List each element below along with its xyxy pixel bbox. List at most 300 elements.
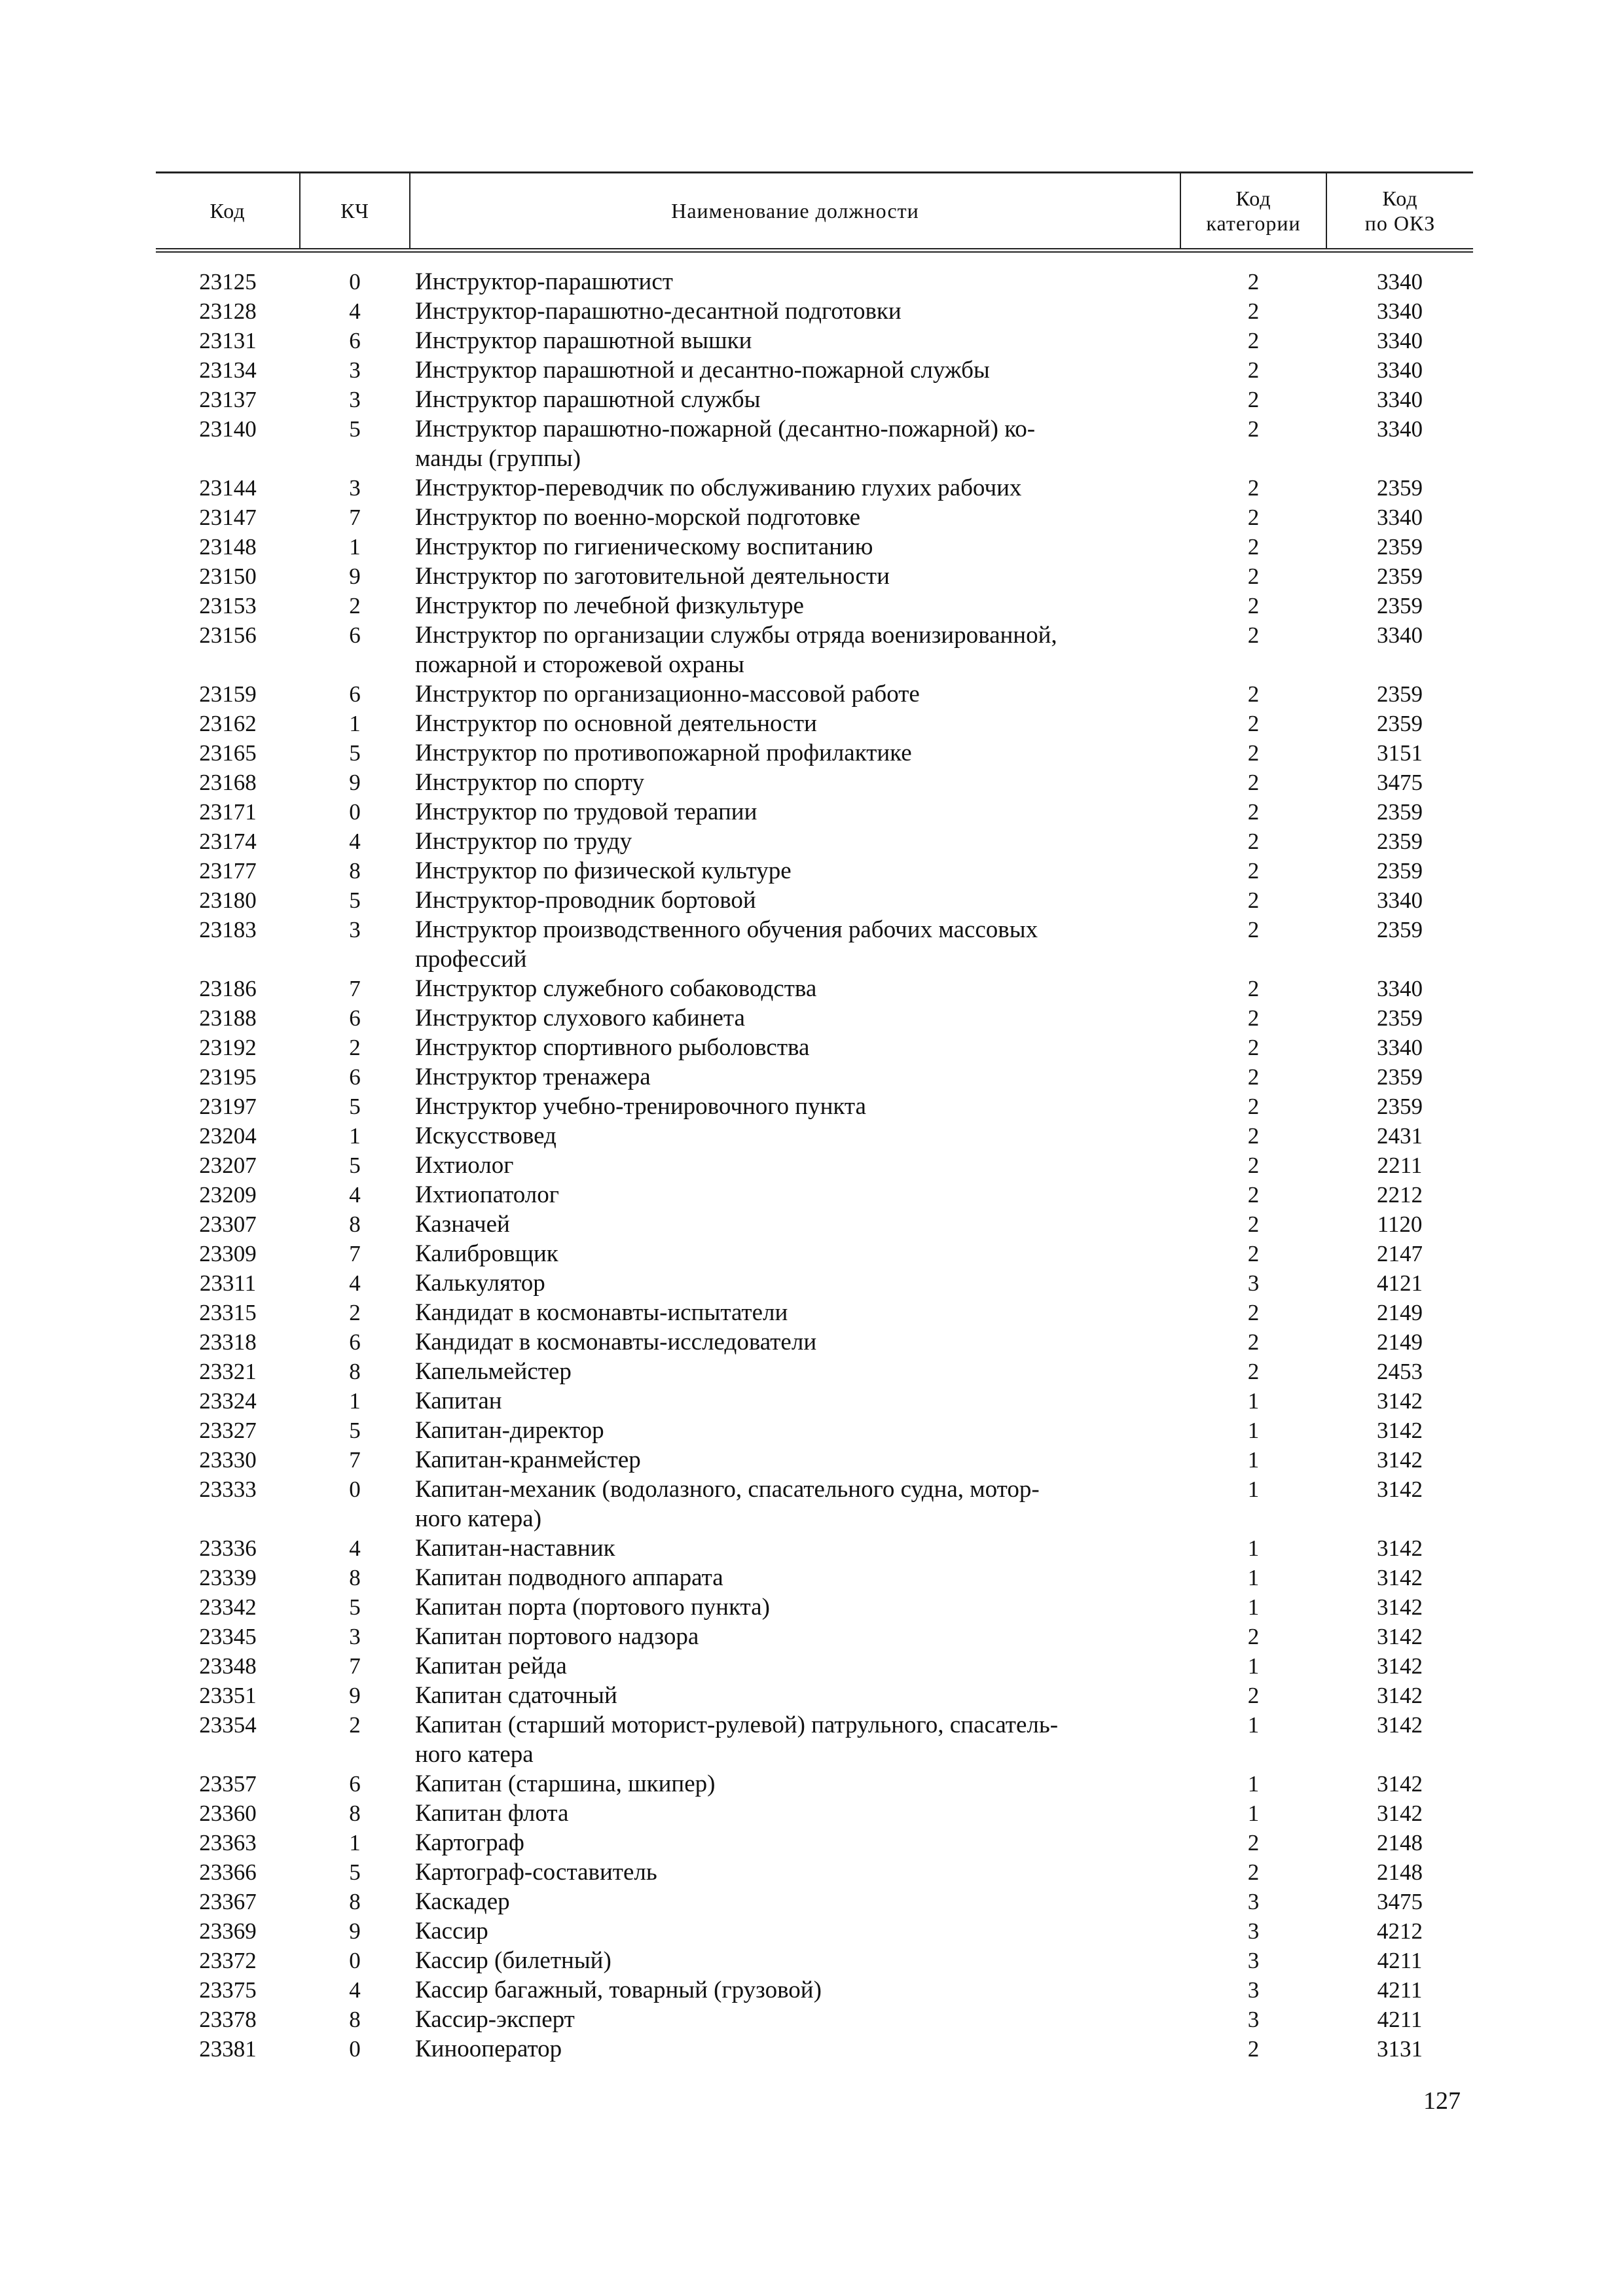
table-body [156,251,1473,2064]
row-name [410,473,1180,503]
row-name [410,768,1180,797]
table-row [156,385,1473,414]
row-name [410,1887,1180,1916]
table-row [156,1180,1473,1210]
row-okz: 3340 [1377,269,1423,295]
row-code: 23354 [199,1712,257,1738]
row-name [410,1268,1180,1298]
row-category: 2 [1247,681,1260,707]
row-kch: 4 [349,1977,361,2003]
row-name-line: Инструктор парашютной и десантно-пожарной службы [415,357,990,384]
row-name-line: Инструктор по трудовой терапии [415,798,757,825]
row-category: 1 [1247,1418,1260,1443]
row-kch: 0 [349,2036,361,2062]
row-okz: 2359 [1377,799,1423,825]
row-name [410,326,1180,355]
table-row [156,709,1473,738]
row-okz: 3340 [1377,357,1423,383]
row-name [410,1769,1180,1799]
table-row [156,1828,1473,1857]
row-okz: 4212 [1377,1918,1423,1944]
row-kch: 5 [349,416,361,442]
row-code: 23318 [199,1329,257,1355]
row-okz: 3142 [1377,1535,1423,1561]
row-okz: 3142 [1377,1594,1423,1620]
table-row [156,1769,1473,1799]
row-category: 2 [1247,622,1260,648]
row-code: 23336 [199,1535,257,1561]
row-name [410,1475,1180,1534]
row-code: 23125 [199,269,257,295]
row-name-line: Инструктор по военно-морской подготовке [415,504,861,531]
row-name [410,1651,1180,1681]
row-kch: 1 [349,1123,361,1149]
row-kch: 5 [349,1594,361,1620]
row-okz: 3142 [1377,1418,1423,1443]
row-name-line: Капитан портового надзора [415,1623,699,1650]
table-row [156,1033,1473,1062]
row-code: 23372 [199,1948,257,1973]
row-category: 2 [1247,564,1260,589]
row-okz: 3340 [1377,387,1423,412]
row-code: 23186 [199,976,257,1001]
row-name [410,1592,1180,1622]
row-name-line: Капитан-наставник [415,1535,615,1562]
row-code: 23150 [199,564,257,589]
table-row [156,974,1473,1003]
row-code: 23128 [199,298,257,324]
row-name [410,355,1180,385]
row-kch: 0 [349,799,361,825]
row-okz: 3340 [1377,328,1423,353]
row-okz: 2359 [1377,1094,1423,1119]
row-category: 2 [1247,593,1260,619]
row-kch: 8 [349,1211,361,1237]
row-okz: 3142 [1377,1801,1423,1826]
header-kch: КЧ [300,173,410,251]
row-name [410,503,1180,532]
row-name-line: Капитан (старшина, шкипер) [415,1770,716,1797]
row-code: 23192 [199,1035,257,1060]
row-name [410,1563,1180,1592]
row-name [410,1092,1180,1121]
table-row [156,562,1473,591]
row-code: 23363 [199,1830,257,1856]
row-okz: 3142 [1377,1447,1423,1473]
table-row [156,1416,1473,1445]
row-code: 23174 [199,829,257,854]
row-kch: 5 [349,1153,361,1178]
row-category: 1 [1247,1653,1260,1679]
row-category: 2 [1247,357,1260,383]
row-code: 23348 [199,1653,257,1679]
row-kch: 2 [349,1712,361,1738]
row-code: 23171 [199,799,257,825]
row-name-line: Инструктор спортивного рыболовства [415,1034,810,1061]
row-name [410,856,1180,886]
row-name [410,1327,1180,1357]
row-category: 2 [1247,269,1260,295]
row-name [410,797,1180,827]
row-okz: 4211 [1377,1948,1423,1973]
table-row [156,1857,1473,1887]
table-row [156,856,1473,886]
row-name [410,414,1180,473]
row-kch: 3 [349,387,361,412]
row-code: 23342 [199,1594,257,1620]
row-name-line: Инструктор производственного обучения рабочих массовых [415,916,1038,943]
row-category: 2 [1247,1182,1260,1208]
row-code: 23315 [199,1300,257,1325]
row-kch: 7 [349,1653,361,1679]
row-name [410,1857,1180,1887]
row-category: 2 [1247,1005,1260,1031]
row-kch: 9 [349,564,361,589]
row-code: 23333 [199,1477,257,1502]
row-okz: 3142 [1377,1388,1423,1414]
row-code: 23309 [199,1241,257,1266]
row-okz: 3340 [1377,416,1423,442]
row-code: 23375 [199,1977,257,2003]
row-code: 23183 [199,917,257,942]
row-name-line: Капитан-кранмейстер [415,1446,641,1473]
row-kch: 6 [349,1064,361,1090]
row-name-line: Кандидат в космонавты-испытатели [415,1299,788,1326]
header-category-line1: Код [1235,187,1271,210]
row-name-line: Инструктор по физической культуре [415,857,792,884]
row-name-line: Картограф [415,1829,524,1856]
page-number: 127 [1423,2087,1461,2115]
row-name-line: Инструктор тренажера [415,1064,651,1090]
row-kch: 8 [349,2007,361,2032]
row-name [410,1681,1180,1710]
row-kch: 3 [349,917,361,942]
table-row [156,1975,1473,2005]
row-name-line: Инструктор по заготовительной деятельности [415,563,890,590]
row-name-line: Капитан-механик (водолазного, спасательного судна, мотор- [415,1476,1040,1503]
row-category: 2 [1247,1153,1260,1178]
row-category: 3 [1247,1977,1260,2003]
table-row [156,1681,1473,1710]
row-kch: 6 [349,622,361,648]
row-category: 2 [1247,328,1260,353]
row-kch: 0 [349,1477,361,1502]
row-okz: 4211 [1377,1977,1423,2003]
row-code: 23324 [199,1388,257,1414]
row-code: 23147 [199,505,257,530]
row-name [410,1386,1180,1416]
row-code: 23378 [199,2007,257,2032]
row-okz: 3142 [1377,1624,1423,1649]
row-name-line: Инструктор-проводник бортовой [415,887,756,914]
row-kch: 6 [349,681,361,707]
row-name-line: Каскадер [415,1888,510,1915]
row-name-continuation: ного катера) [415,1505,542,1532]
row-code: 23204 [199,1123,257,1149]
row-code: 23339 [199,1565,257,1590]
row-name-continuation: профессий [415,946,527,973]
row-okz: 3142 [1377,1653,1423,1679]
row-name [410,1828,1180,1857]
table-row [156,503,1473,532]
row-name [410,827,1180,856]
row-category: 2 [1247,829,1260,854]
table-row [156,1445,1473,1475]
row-name [410,2034,1180,2064]
table-row [156,1475,1473,1534]
table-spacer [156,251,1473,268]
table-row [156,886,1473,915]
row-name [410,1239,1180,1268]
table-row [156,591,1473,620]
row-name [410,2005,1180,2034]
row-name [410,886,1180,915]
row-kch: 8 [349,1565,361,1590]
row-okz: 2453 [1377,1359,1423,1384]
table-row [156,620,1473,679]
positions-table [156,171,1473,2064]
header-name: Наименование должности [410,173,1180,251]
row-okz: 3131 [1377,2036,1423,2062]
row-okz: 3475 [1377,770,1423,795]
row-category: 2 [1247,298,1260,324]
row-kch: 3 [349,475,361,501]
table-row [156,797,1473,827]
table-row [156,1298,1473,1327]
row-okz: 2149 [1377,1329,1423,1355]
row-okz: 3340 [1377,298,1423,324]
row-code: 23327 [199,1418,257,1443]
row-kch: 5 [349,740,361,766]
table-row [156,473,1473,503]
table-row [156,1946,1473,1975]
row-kch: 5 [349,1859,361,1885]
row-kch: 1 [349,1830,361,1856]
row-name [410,1534,1180,1563]
row-code: 23131 [199,328,257,353]
row-name-line: Калибровщик [415,1240,558,1267]
row-kch: 2 [349,593,361,619]
row-okz: 2359 [1377,917,1423,942]
row-kch: 4 [349,829,361,854]
row-code: 23357 [199,1771,257,1797]
row-code: 23159 [199,681,257,707]
row-name-line: Инструктор служебного собаководства [415,975,817,1002]
row-name-line: Капельмейстер [415,1358,572,1385]
row-name-line: Капитан-директор [415,1417,604,1444]
row-code: 23195 [199,1064,257,1090]
row-code: 23140 [199,416,257,442]
row-name-line: Кассир багажный, товарный (грузовой) [415,1977,822,2003]
row-kch: 6 [349,328,361,353]
row-name [410,296,1180,326]
row-name [410,1003,1180,1033]
row-category: 2 [1247,1329,1260,1355]
row-kch: 6 [349,1329,361,1355]
row-kch: 5 [349,888,361,913]
row-code: 23351 [199,1683,257,1708]
header-category-line2: категории [1206,211,1301,235]
table-row [156,1534,1473,1563]
row-name-line: Капитан флота [415,1800,569,1827]
table-row [156,1268,1473,1298]
table-row [156,827,1473,856]
row-code: 23207 [199,1153,257,1178]
row-name-line: Инструктор парашютной вышки [415,327,752,354]
row-category: 2 [1247,740,1260,766]
row-name [410,1151,1180,1180]
row-name [410,1916,1180,1946]
table-row [156,267,1473,296]
row-okz: 2148 [1377,1859,1423,1885]
table-row [156,326,1473,355]
row-kch: 1 [349,711,361,736]
row-name [410,1121,1180,1151]
row-code: 23311 [199,1270,257,1296]
row-okz: 2359 [1377,593,1423,619]
row-code: 23367 [199,1889,257,1914]
row-code: 23153 [199,593,257,619]
row-category: 2 [1247,1859,1260,1885]
table-row [156,1592,1473,1622]
row-code: 23366 [199,1859,257,1885]
row-code: 23134 [199,357,257,383]
row-code: 23162 [199,711,257,736]
row-kch: 3 [349,357,361,383]
row-name-continuation: пожарной и сторожевой охраны [415,651,744,678]
row-okz: 3340 [1377,622,1423,648]
row-okz: 3340 [1377,505,1423,530]
row-category: 2 [1247,1064,1260,1090]
row-name-line: Инструктор парашютной службы [415,386,761,413]
table-row [156,1916,1473,1946]
row-code: 23180 [199,888,257,913]
table-row [156,1887,1473,1916]
row-name [410,1298,1180,1327]
row-category: 2 [1247,917,1260,942]
row-kch: 3 [349,1624,361,1649]
row-name [410,1975,1180,2005]
row-name [410,709,1180,738]
row-name-line: Казначей [415,1211,510,1238]
row-name [410,915,1180,974]
row-category: 2 [1247,1359,1260,1384]
row-category: 1 [1247,1801,1260,1826]
row-code: 23360 [199,1801,257,1826]
row-okz: 4211 [1377,2007,1423,2032]
row-okz: 2359 [1377,829,1423,854]
row-name-line: Инструктор по труду [415,828,632,855]
table-row [156,296,1473,326]
table-row [156,414,1473,473]
row-kch: 7 [349,1241,361,1266]
row-category: 1 [1247,1594,1260,1620]
row-kch: 7 [349,976,361,1001]
row-category: 2 [1247,475,1260,501]
header-okz [1326,173,1473,251]
row-okz: 2211 [1377,1153,1423,1178]
row-okz: 3475 [1377,1889,1423,1914]
table-row [156,1239,1473,1268]
row-kch: 5 [349,1094,361,1119]
row-code: 23188 [199,1005,257,1031]
row-category: 3 [1247,1948,1260,1973]
row-okz: 2149 [1377,1300,1423,1325]
table-row [156,1799,1473,1828]
row-code: 23209 [199,1182,257,1208]
table-row [156,679,1473,709]
header-okz-line1: Код [1382,187,1418,210]
row-name-line: Инструктор по организационно-массовой работе [415,681,920,708]
table-row [156,1092,1473,1121]
row-name-line: Инструктор-переводчик по обслуживанию глухих рабочих [415,475,1022,501]
row-code: 23165 [199,740,257,766]
row-name [410,1445,1180,1475]
table-row [156,768,1473,797]
row-name-continuation: ного катера [415,1741,534,1768]
row-okz: 3142 [1377,1477,1423,1502]
row-kch: 9 [349,1918,361,1944]
row-okz: 2359 [1377,711,1423,736]
row-name-line: Кинооператор [415,2036,562,2062]
row-category: 1 [1247,1477,1260,1502]
row-code: 23330 [199,1447,257,1473]
row-code: 23144 [199,475,257,501]
row-category: 2 [1247,888,1260,913]
row-okz: 2359 [1377,475,1423,501]
row-kch: 0 [349,1948,361,1973]
row-name-line: Инструктор по лечебной физкультуре [415,592,804,619]
table-row [156,355,1473,385]
row-name-line: Калькулятор [415,1270,545,1297]
row-name-line: Инструктор по гигиеническому воспитанию [415,533,873,560]
table-row [156,1003,1473,1033]
row-okz: 2148 [1377,1830,1423,1856]
row-name [410,974,1180,1003]
row-name-line: Инструктор-парашютно-десантной подготовки [415,298,902,325]
row-okz: 3340 [1377,888,1423,913]
row-code: 23197 [199,1094,257,1119]
row-name [410,385,1180,414]
table-row [156,1710,1473,1769]
row-category: 2 [1247,1123,1260,1149]
row-category: 2 [1247,858,1260,884]
row-name-line: Инструктор учебно-тренировочного пункта [415,1093,866,1120]
table-row [156,1357,1473,1386]
row-name-line: Ихтиолог [415,1152,514,1179]
table-row [156,2034,1473,2064]
table-row [156,915,1473,974]
row-name [410,267,1180,296]
row-category: 2 [1247,1035,1260,1060]
header-code: Код [156,173,300,251]
row-kch: 7 [349,1447,361,1473]
row-kch: 8 [349,1801,361,1826]
row-name [410,532,1180,562]
row-code: 23381 [199,2036,257,2062]
table-row [156,1062,1473,1092]
row-code: 23148 [199,534,257,560]
row-category: 3 [1247,1918,1260,1944]
row-code: 23156 [199,622,257,648]
row-code: 23168 [199,770,257,795]
row-category: 3 [1247,1889,1260,1914]
row-name [410,1180,1180,1210]
row-okz: 2431 [1377,1123,1423,1149]
row-category: 2 [1247,1683,1260,1708]
row-kch: 8 [349,1889,361,1914]
row-okz: 2359 [1377,564,1423,589]
